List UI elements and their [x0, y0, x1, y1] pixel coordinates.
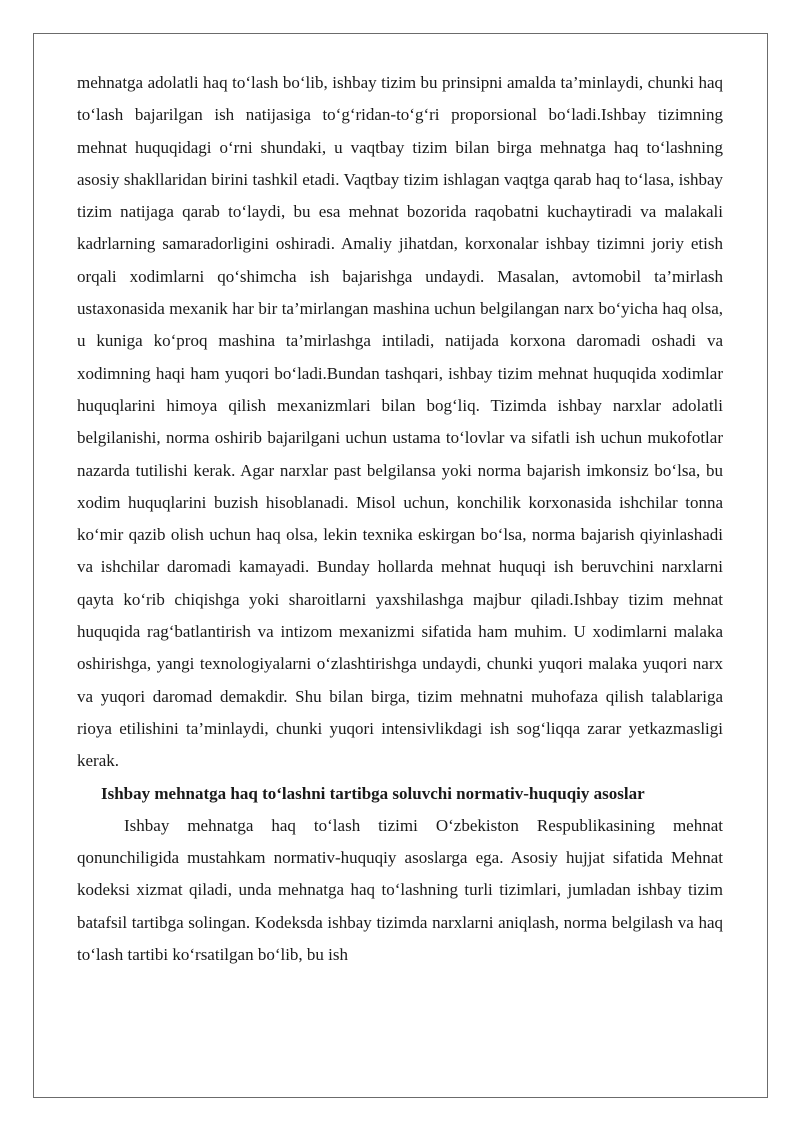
body-paragraph-2: Ishbay mehnatga haq to‘lash tizimi O‘zbekiston Respublikasining mehnat qonunchiligida mustahkam normativ-huquqiy asoslarga ega. Asosiy hujjat sifatida Mehnat kodeksi xizmat qiladi, unda mehnatga haq to‘lashning turli tizimlari, jumladan ishbay tizim batafsil tartibga solingan. Kodeksda ishbay tizimda narxlarni aniqlash, norma belgilash va haq to‘lash tartibi ko‘rsatilgan bo‘lib, bu ish [77, 815, 723, 965]
document-body [77, 67, 723, 971]
section-heading: Ishbay mehnatga haq to‘lashni tartibga soluvchi normativ-huquqiy asoslar [101, 783, 645, 803]
body-paragraph-1: mehnatga adolatli haq to‘lash bo‘lib, ishbay tizim bu prinsipni amalda ta’minlaydi, chunki haq to‘lash bajarilgan ish natijasiga to‘g‘ridan-to‘g‘ri proporsional bo‘ladi.Ishbay tizimning mehnat huquqidagi o‘rni shundaki, u vaqtbay tizim bilan birga mehnatga haq to‘lashning asosiy shakllaridan birini tashkil etadi. Vaqtbay tizim ishlagan vaqtga qarab haq to‘lasa, ishbay tizim natijaga qarab to‘laydi, bu esa mehnat bozorida raqobatni kuchaytiradi va malakali kadrlarning samaradorligini oshiradi. Amaliy jihatdan, korxonalar ishbay tizimni joriy etish orqali xodimlarni qo‘shimcha ish bajarishga undaydi. Masalan, avtomobil ta’mirlash ustaxonasida mexanik har bir ta’mirlangan mashina uchun belgilangan narx bo‘yicha haq olsa, u kuniga ko‘proq mashina ta’mirlashga intiladi, natijada korxona daromadi oshadi va xodimning haqi ham yuqori bo‘ladi.Bundan tashqari, ishbay tizim mehnat huquqida xodimlar huquqlarini himoya qilish mexanizmlari bilan bog‘liq. Tizimda ishbay narxlar adolatli belgilanishi, norma oshirib bajarilgani uchun ustama to‘lovlar va sifatli ish uchun mukofotlar nazarda tutilishi kerak. Agar narxlar past belgilansa yoki norma bajarish imkonsiz bo‘lsa, bu xodim huquqlarini buzish hisoblanadi. Misol uchun, konchilik korxonasida ishchilar tonna ko‘mir qazib olish uchun haq olsa, lekin texnika eskirgan bo‘lsa, norma bajarish qiyinlashadi va ishchilar daromadi kamayadi. Bunday hollarda mehnat huquqi ish beruvchini narxlarni qayta ko‘rib chiqishga yoki sharoitlarni yaxshilashga majbur qiladi.Ishbay tizim mehnat huquqida rag‘batlantirish va intizom mexanizmi sifatida ham muhim. U xodimlarni malaka oshirishga, yangi texnologiyalarni o‘zlashtirishga undaydi, chunki yuqori malaka yuqori narx va yuqori daromad demakdir. Shu bilan birga, tizim mehnatni muhofaza qilish talablariga rioya etilishini ta’minlaydi, chunki yuqori intensivlikdagi ish sog‘liqqa zarar yetkazmasligi kerak. [77, 73, 723, 771]
